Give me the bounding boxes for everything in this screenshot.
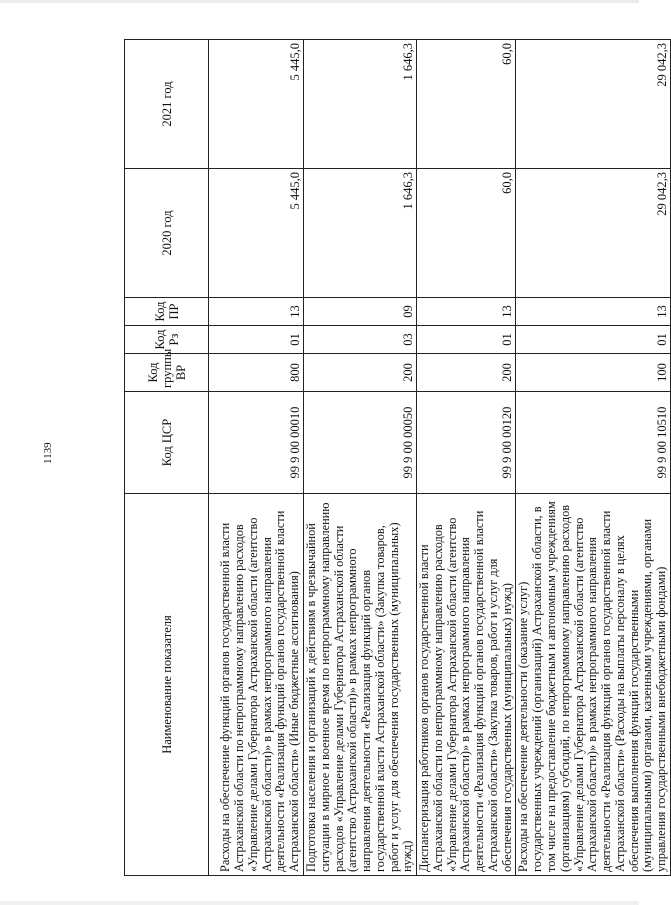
row-2020: 5 445,0: [209, 169, 304, 298]
header-row: [125, 40, 209, 876]
table-row: [304, 40, 417, 876]
row-vr: 100: [516, 354, 670, 392]
row-2021: 1 646,3: [304, 40, 417, 169]
header-rz: Код Рз: [125, 326, 209, 354]
header-2020: 2020 год: [125, 169, 209, 298]
row-csr: 99 9 00 00120: [417, 392, 516, 494]
row-2020: 29 042,3: [516, 169, 670, 298]
header-csr: Код ЦСР: [125, 392, 209, 494]
row-name: Диспансеризация работников органов государственной власти Астраханской области по непрограммному направлению расходов «Управление делами Губернатора Астраханской области (агентство Астраханской области)» в рамках непрограммного направления деятельности «Реализация функций органов государственной власти Астраханской области» (Закупка товаров, работ и услуг для обеспечения государственных (муниципальных) нужд): [417, 494, 516, 876]
row-csr: 99 9 00 10510: [516, 392, 670, 494]
row-rz: 01: [417, 326, 516, 354]
page-number: 1139: [42, 442, 54, 464]
row-csr: 99 9 00 00050: [304, 392, 417, 494]
scan-edge-bottom: [0, 901, 639, 905]
row-vr: 800: [209, 354, 304, 392]
row-name: Расходы на обеспечение функций органов государственной власти Астраханской области по непрограммному направлению расходов «Управление делами Губернатора Астраханской области (агентство Астраханской области)» в рамках непрограммного направления деятельности «Реализация функций органов государственной власти Астраханской области» (Иные бюджетные ассигнования): [209, 494, 304, 876]
budget-table-container: [124, 40, 669, 876]
row-name: Подготовка населения и организаций к действиям в чрезвычайной ситуации в мирное и военное время по непрограммному направлению расходов «Управление делами Губернатора Астраханской области (агентство Астраханской области)» в рамках непрограммного направления деятельности «Реализация функций органов государственной власти Астраханской области» (Закупка товаров, работ и услуг для обеспечения государственных (муниципальных) нужд): [304, 494, 417, 876]
row-rz: 03: [304, 326, 417, 354]
row-pr: 13: [417, 298, 516, 326]
row-2020: 1 646,3: [304, 169, 417, 298]
table-row: [417, 40, 516, 876]
row-vr: 200: [304, 354, 417, 392]
header-name: Наименование показателя: [125, 494, 209, 876]
row-2021: 5 445,0: [209, 40, 304, 169]
row-rz: 01: [209, 326, 304, 354]
scan-edge-top: [0, 0, 639, 3]
row-pr: 13: [516, 298, 670, 326]
row-pr: 09: [304, 298, 417, 326]
budget-table: [124, 39, 671, 876]
row-rz: 01: [516, 326, 670, 354]
header-2021: 2021 год: [125, 40, 209, 169]
row-pr: 13: [209, 298, 304, 326]
row-2021: 29 042,3: [516, 40, 670, 169]
row-vr: 200: [417, 354, 516, 392]
row-2021: 60,0: [417, 40, 516, 169]
row-2020: 60,0: [417, 169, 516, 298]
row-name: Расходы на обеспечение деятельности (оказание услуг) государственных учреждений (организаций) Астраханской области, в том числе на предоставление бюджетным и автономным учреждениям (организациям) субсидий, по непрограммному направлению расходов «Управление делами Губернатора Астраханской области (агентство Астраханской области)» в рамках непрограммного направления деятельности «Реализация функций органов государственной власти Астраханской области» (Расходы на выплаты персоналу в целях обеспечения выполнения функций государственными (муниципальными) органами, казенными учреждениями, органами управления государственными внебюджетными фондами): [516, 494, 670, 876]
table-row: [516, 40, 670, 876]
table-row: [209, 40, 304, 876]
header-vr: Код группы ВР: [125, 354, 209, 392]
header-pr: Код ПР: [125, 298, 209, 326]
row-csr: 99 9 00 00010: [209, 392, 304, 494]
